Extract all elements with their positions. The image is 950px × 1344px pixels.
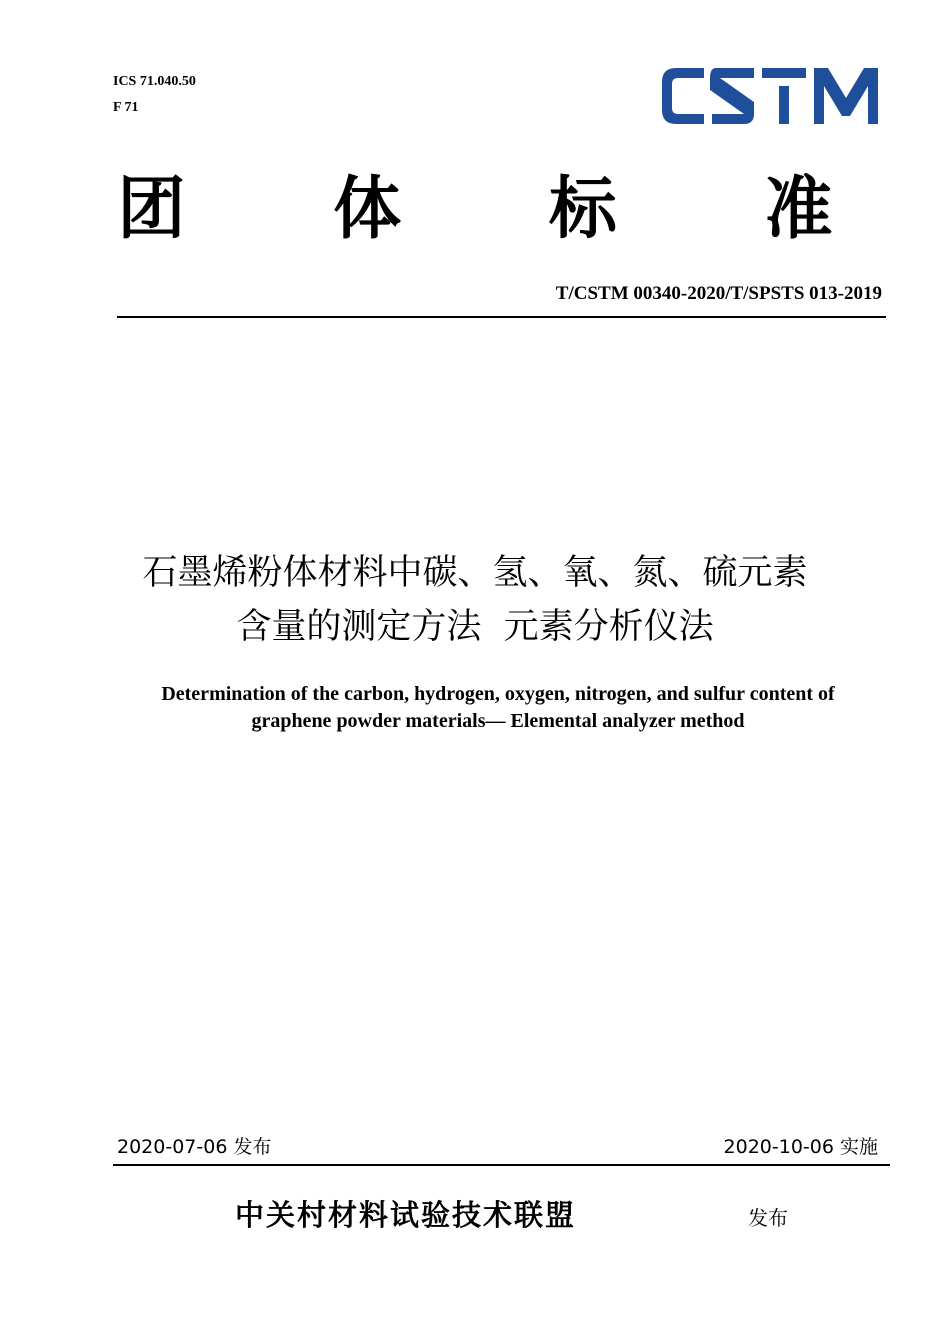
bottom-divider (113, 1164, 890, 1166)
title-chinese-line-2: 含量的测定方法 元素分析仪法 (236, 607, 714, 647)
title-english-line-2: graphene powder materials— Elemental analyzer method (251, 710, 745, 732)
cstm-logo-text: CSTM (658, 64, 662, 65)
title-chinese-line-1: 石墨烯粉体材料中碳、氢、氧、氮、硫元素 (142, 553, 808, 593)
issuing-organization: 中关村材料试验技术联盟 (235, 1198, 577, 1232)
standard-number: T/CSTM 00340-2020/T/SPSTS 013-2019 (555, 283, 882, 304)
top-divider (117, 316, 886, 318)
issue-label: 发布 (748, 1206, 788, 1230)
cstm-logo (658, 64, 880, 128)
ics-code: ICS 71.040.50 (113, 74, 196, 89)
implementation-date: 2020-10-06 实施 (723, 1136, 878, 1158)
publish-date: 2020-07-06 发布 (117, 1136, 272, 1158)
title-english-line-1: Determination of the carbon, hydrogen, oxygen, nitrogen, and sulfur content of (161, 683, 835, 705)
standard-type-heading: 团 体 标 准 (117, 170, 895, 249)
classification-code: F 71 (113, 100, 139, 115)
